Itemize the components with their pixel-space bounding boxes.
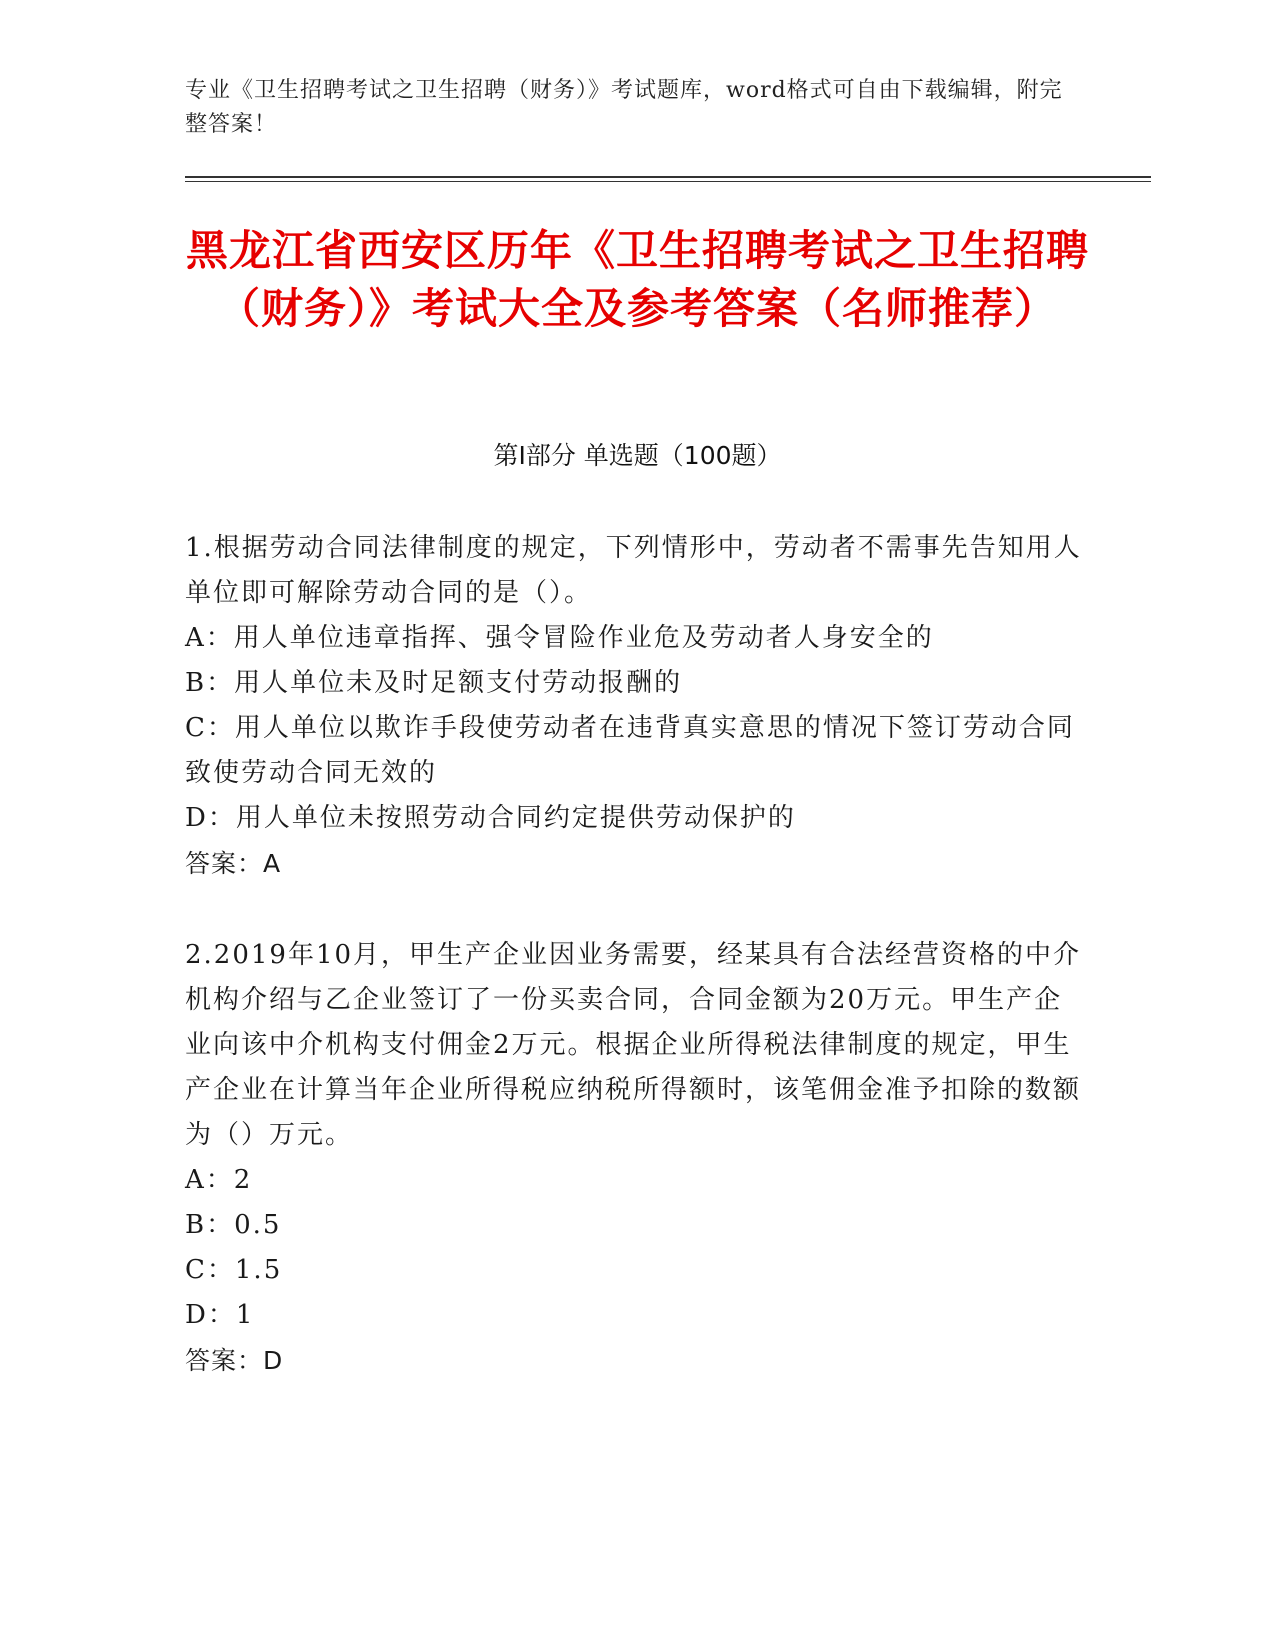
question-1 <box>185 526 1085 886</box>
document-title: 黑龙江省西安区历年《卫生招聘考试之卫生招聘（财务）》考试大全及参考答案（名师推荐） <box>185 226 1089 333</box>
option-d: D：用人单位未按照劳动合同约定提供劳动保护的 <box>185 803 796 833</box>
question-stem: 1.根据劳动合同法律制度的规定，下列情形中，劳动者不需事先告知用人单位即可解除劳动合同的是（）。 <box>185 533 1082 608</box>
option-c: C：用人单位以欺诈手段使劳动者在违背真实意思的情况下签订劳动合同致使劳动合同无效的 <box>185 713 1075 788</box>
header-note: 专业《卫生招聘考试之卫生招聘（财务）》考试题库，word格式可自由下载编辑，附完整答案！ <box>185 78 1063 137</box>
option-a: A：2 <box>185 1165 253 1195</box>
header-rule-thick <box>185 176 1151 178</box>
section-title: 第I部分 单选题（100题） <box>493 441 782 470</box>
question-2 <box>185 933 1085 1383</box>
option-b: B：用人单位未及时足额支付劳动报酬的 <box>185 668 683 698</box>
option-a: A：用人单位违章指挥、强令冒险作业危及劳动者人身安全的 <box>185 623 934 653</box>
answer: 答案：A <box>185 849 282 878</box>
answer: 答案：D <box>185 1346 284 1375</box>
question-stem: 2.2019年10月，甲生产企业因业务需要，经某具有合法经营资格的中介机构介绍与乙企业签订了一份买卖合同，合同金额为20万元。甲生产企业向该中介机构支付佣金2万元。根据企业所得税法律制度的规定，甲生产企业在计算当年企业所得税应纳税所得额时，该笔佣金准予扣除的数额为（）万元。 <box>185 940 1082 1150</box>
header-rule-thin <box>185 181 1151 182</box>
option-b: B：0.5 <box>185 1210 282 1240</box>
option-c: C：1.5 <box>185 1255 283 1285</box>
option-d: D：1 <box>185 1300 255 1330</box>
